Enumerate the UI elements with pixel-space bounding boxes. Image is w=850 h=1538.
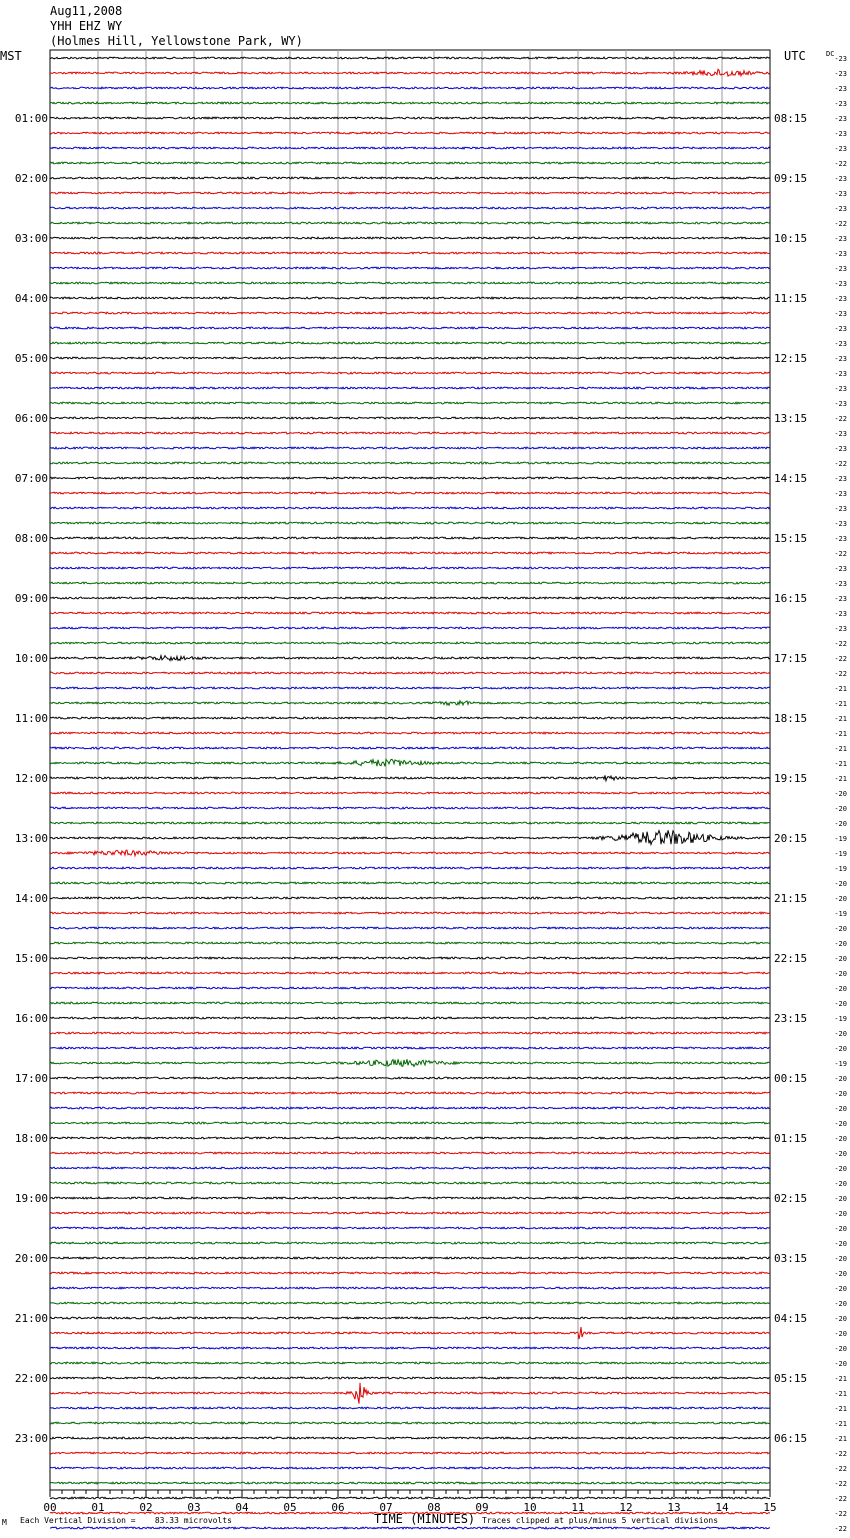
trace-row-26 (50, 447, 770, 449)
dc-offset-label: -20 (834, 880, 847, 888)
left-hour-label: 12:00 (14, 772, 48, 785)
dc-offset-label: -20 (834, 1195, 847, 1203)
trace-row-79 (50, 1242, 770, 1244)
trace-row-72 (50, 1137, 770, 1139)
trace-row-43 (50, 701, 770, 705)
trace-row-96 (50, 1497, 770, 1499)
x-tick-label: 00 (43, 1501, 57, 1514)
trace-row-90 (50, 1407, 770, 1409)
dc-offset-label: -22 (834, 1495, 847, 1503)
trace-row-56 (50, 897, 770, 899)
dc-offset-label: -23 (834, 430, 847, 438)
right-hour-label: 14:15 (774, 472, 808, 485)
trace-row-77 (50, 1212, 770, 1214)
trace-row-16 (50, 297, 770, 299)
x-tick-label: 03 (187, 1501, 201, 1514)
trace-row-74 (50, 1167, 770, 1169)
trace-row-41 (50, 672, 770, 674)
left-hour-label: 15:00 (14, 952, 48, 965)
trace-row-10 (50, 207, 770, 209)
left-hour-label: 04:00 (14, 292, 48, 305)
dc-offset-label: -23 (834, 115, 847, 123)
trace-row-91 (50, 1422, 770, 1424)
dc-offset-label: -20 (834, 1330, 847, 1338)
trace-row-40 (50, 656, 770, 661)
trace-row-81 (50, 1272, 770, 1274)
dc-offset-label: -20 (834, 1000, 847, 1008)
right-hour-label: 09:15 (774, 172, 808, 185)
trace-row-80 (50, 1257, 770, 1259)
dc-offset-label: -22 (834, 415, 847, 423)
trace-row-15 (50, 282, 770, 284)
trace-row-98 (50, 1527, 770, 1529)
dc-offset-label: -20 (834, 1180, 847, 1188)
right-hour-label: 20:15 (774, 832, 808, 845)
dc-offset-label: -20 (834, 925, 847, 933)
trace-row-29 (50, 492, 770, 494)
dc-offset-label: -21 (834, 775, 847, 783)
right-hour-label: 11:15 (774, 292, 808, 305)
trace-row-69 (50, 1092, 770, 1094)
dc-offset-label: -20 (834, 1225, 847, 1233)
trace-row-47 (50, 759, 770, 766)
dc-offset-label: -20 (834, 1105, 847, 1113)
trace-row-68 (50, 1077, 770, 1079)
trace-row-6 (50, 147, 770, 149)
left-hour-label: 09:00 (14, 592, 48, 605)
trace-row-67 (50, 1059, 770, 1066)
trace-row-45 (50, 732, 770, 734)
trace-row-20 (50, 357, 770, 359)
right-hour-label: 04:15 (774, 1312, 808, 1325)
x-tick-label: 14 (715, 1501, 729, 1514)
dc-offset-label: -20 (834, 1300, 847, 1308)
dc-offset-label: -23 (834, 310, 847, 318)
x-tick-label: 05 (283, 1501, 297, 1514)
trace-row-64 (50, 1017, 770, 1019)
right-hour-label: 23:15 (774, 1012, 808, 1025)
dc-offset-label: -22 (834, 1510, 847, 1518)
dc-offset-label: -20 (834, 805, 847, 813)
dc-offset-label: -22 (834, 655, 847, 663)
dc-offset-label: -20 (834, 820, 847, 828)
dc-offset-label: -21 (834, 685, 847, 693)
trace-row-58 (50, 927, 770, 929)
dc-offset-label: -19 (834, 1015, 847, 1023)
x-tick-label: 08 (427, 1501, 441, 1514)
dc-offset-label: -20 (834, 895, 847, 903)
left-hour-label: 18:00 (14, 1132, 48, 1145)
dc-offset-label: -20 (834, 1240, 847, 1248)
location-label: (Holmes Hill, Yellowstone Park, WY) (50, 34, 303, 48)
dc-offset-label: -21 (834, 730, 847, 738)
trace-row-62 (50, 987, 770, 989)
dc-label: DC (826, 50, 835, 58)
trace-row-84 (50, 1317, 770, 1319)
left-hour-label: 20:00 (14, 1252, 48, 1265)
left-hour-label: 21:00 (14, 1312, 48, 1325)
dc-offset-label: -22 (834, 220, 847, 228)
trace-row-87 (50, 1362, 770, 1364)
dc-offset-label: -20 (834, 1135, 847, 1143)
trace-row-76 (50, 1197, 770, 1199)
left-hour-label: 16:00 (14, 1012, 48, 1025)
dc-offset-label: -20 (834, 1165, 847, 1173)
dc-offset-label: -20 (834, 1045, 847, 1053)
trace-row-23 (50, 402, 770, 404)
trace-row-28 (50, 477, 770, 479)
x-axis (43, 1490, 776, 1514)
trace-row-3 (50, 102, 770, 104)
trace-row-55 (50, 882, 770, 884)
trace-row-2 (50, 87, 770, 89)
dc-offset-label: -23 (834, 340, 847, 348)
trace-row-32 (50, 537, 770, 539)
dc-offset-label: -23 (834, 70, 847, 78)
trace-row-25 (50, 432, 770, 434)
left-hour-label: 05:00 (14, 352, 48, 365)
trace-row-57 (50, 912, 770, 914)
dc-offset-label: -21 (834, 700, 847, 708)
trace-row-51 (50, 822, 770, 824)
dc-offset-label: -20 (834, 955, 847, 963)
trace-row-93 (50, 1452, 770, 1454)
dc-offset-label: -22 (834, 1480, 847, 1488)
trace-row-36 (50, 597, 770, 599)
dc-offset-label: -20 (834, 1150, 847, 1158)
right-hour-label: 16:15 (774, 592, 808, 605)
dc-offset-label: -20 (834, 940, 847, 948)
left-hour-label: 22:00 (14, 1372, 48, 1385)
right-timezone-label: UTC (784, 49, 806, 63)
right-hour-label: 00:15 (774, 1072, 808, 1085)
dc-offset-labels (834, 55, 847, 1534)
left-hour-label: 02:00 (14, 172, 48, 185)
trace-row-38 (50, 627, 770, 629)
clip-note: Traces clipped at plus/minus 5 vertical divisions (482, 1516, 719, 1525)
trace-row-63 (50, 1002, 770, 1004)
right-hour-label: 17:15 (774, 652, 808, 665)
trace-row-82 (50, 1287, 770, 1289)
dc-offset-label: -23 (834, 145, 847, 153)
dc-offset-label: -23 (834, 205, 847, 213)
trace-row-83 (50, 1302, 770, 1304)
dc-offset-label: -23 (834, 295, 847, 303)
dc-offset-label: -23 (834, 535, 847, 543)
trace-row-4 (50, 117, 770, 119)
date-label: Aug11,2008 (50, 4, 123, 18)
trace-row-34 (50, 567, 770, 569)
trace-row-94 (50, 1467, 770, 1469)
trace-row-37 (50, 612, 770, 614)
dc-offset-label: -23 (834, 565, 847, 573)
trace-row-5 (50, 132, 770, 134)
dc-offset-label: -23 (834, 595, 847, 603)
dc-offset-label: -19 (834, 835, 847, 843)
left-hour-label: 11:00 (14, 712, 48, 725)
trace-row-24 (50, 417, 770, 419)
trace-row-11 (50, 222, 770, 224)
dc-offset-label: -23 (834, 385, 847, 393)
trace-row-39 (50, 642, 770, 644)
x-tick-label: 06 (331, 1501, 345, 1514)
dc-offset-label: -20 (834, 1345, 847, 1353)
trace-row-48 (50, 775, 770, 780)
trace-row-71 (50, 1122, 770, 1124)
trace-row-65 (50, 1032, 770, 1034)
dc-offset-label: -20 (834, 1210, 847, 1218)
dc-offset-label: -23 (834, 580, 847, 588)
trace-row-61 (50, 972, 770, 974)
trace-row-30 (50, 507, 770, 509)
station-label: YHH EHZ WY (50, 19, 123, 33)
right-hour-label: 13:15 (774, 412, 808, 425)
x-tick-label: 13 (667, 1501, 681, 1514)
trace-row-14 (50, 267, 770, 269)
x-tick-label: 10 (523, 1501, 537, 1514)
dc-offset-label: -22 (834, 1450, 847, 1458)
left-hour-label: 13:00 (14, 832, 48, 845)
left-hour-label: 07:00 (14, 472, 48, 485)
dc-offset-label: -22 (834, 160, 847, 168)
trace-row-73 (50, 1152, 770, 1154)
trace-row-66 (50, 1047, 770, 1049)
dc-offset-label: -23 (834, 355, 847, 363)
trace-row-53 (50, 850, 770, 856)
dc-offset-label: -21 (834, 1405, 847, 1413)
right-hour-label: 22:15 (774, 952, 808, 965)
trace-row-75 (50, 1182, 770, 1184)
left-hour-label: 14:00 (14, 892, 48, 905)
dc-offset-label: -23 (834, 400, 847, 408)
left-hour-labels (15, 112, 48, 1445)
x-tick-label: 09 (475, 1501, 489, 1514)
trace-row-7 (50, 162, 770, 164)
trace-row-52 (50, 830, 770, 844)
trace-row-0 (50, 57, 770, 59)
right-hour-label: 21:15 (774, 892, 808, 905)
dc-offset-label: -23 (834, 490, 847, 498)
trace-row-85 (50, 1327, 770, 1339)
x-tick-label: 12 (619, 1501, 633, 1514)
dc-offset-label: -20 (834, 1255, 847, 1263)
trace-row-33 (50, 552, 770, 554)
dc-offset-label: -19 (834, 865, 847, 873)
trace-row-54 (50, 867, 770, 869)
trace-row-60 (50, 957, 770, 959)
dc-offset-label: -21 (834, 760, 847, 768)
dc-offset-label: -23 (834, 265, 847, 273)
dc-offset-label: -23 (834, 55, 847, 63)
dc-offset-label: -23 (834, 235, 847, 243)
dc-offset-label: -21 (834, 1390, 847, 1398)
trace-row-44 (50, 717, 770, 719)
right-hour-label: 01:15 (774, 1132, 808, 1145)
dc-offset-label: -23 (834, 370, 847, 378)
dc-offset-label: -22 (834, 1465, 847, 1473)
trace-group (50, 57, 770, 1534)
trace-row-27 (50, 462, 770, 464)
x-tick-label: 15 (763, 1501, 777, 1514)
trace-row-50 (50, 807, 770, 809)
trace-row-88 (50, 1377, 770, 1379)
left-hour-label: 06:00 (14, 412, 48, 425)
left-hour-label: 19:00 (14, 1192, 48, 1205)
left-hour-label: 10:00 (14, 652, 48, 665)
dc-offset-label: -20 (834, 1315, 847, 1323)
trace-row-95 (50, 1482, 770, 1484)
x-tick-label: 07 (379, 1501, 393, 1514)
left-hour-label: 23:00 (14, 1432, 48, 1445)
trace-row-92 (50, 1437, 770, 1439)
dc-offset-label: -20 (834, 1120, 847, 1128)
trace-row-13 (50, 252, 770, 254)
dc-offset-label: -23 (834, 280, 847, 288)
right-hour-label: 02:15 (774, 1192, 808, 1205)
left-hour-label: 08:00 (14, 532, 48, 545)
trace-row-46 (50, 747, 770, 749)
trace-row-49 (50, 792, 770, 794)
x-tick-label: 01 (91, 1501, 105, 1514)
trace-row-89 (50, 1383, 770, 1404)
left-hour-label: 01:00 (14, 112, 48, 125)
trace-row-31 (50, 522, 770, 524)
left-hour-label: 03:00 (14, 232, 48, 245)
scale-note: Each Vertical Division = 83.33 microvolts (20, 1516, 232, 1525)
dc-offset-label: -20 (834, 790, 847, 798)
dc-offset-label: -19 (834, 850, 847, 858)
x-tick-label: 11 (571, 1501, 585, 1514)
right-hour-label: 15:15 (774, 532, 808, 545)
right-hour-label: 08:15 (774, 112, 808, 125)
dc-offset-label: -22 (834, 640, 847, 648)
dc-offset-label: -20 (834, 1090, 847, 1098)
dc-offset-label: -23 (834, 175, 847, 183)
dc-offset-label: -20 (834, 1030, 847, 1038)
dc-offset-label: -20 (834, 1270, 847, 1278)
dc-offset-label: -19 (834, 910, 847, 918)
right-hour-label: 10:15 (774, 232, 808, 245)
left-hour-label: 17:00 (14, 1072, 48, 1085)
dc-offset-label: -23 (834, 250, 847, 258)
dc-offset-label: -23 (834, 190, 847, 198)
right-hour-labels (774, 112, 807, 1445)
trace-row-22 (50, 387, 770, 389)
dc-offset-label: -23 (834, 505, 847, 513)
corner-mark: M (2, 1518, 7, 1527)
x-tick-label: 02 (139, 1501, 153, 1514)
dc-offset-label: -23 (834, 520, 847, 528)
dc-offset-label: -20 (834, 970, 847, 978)
dc-offset-label: -22 (834, 670, 847, 678)
dc-offset-label: -23 (834, 100, 847, 108)
trace-row-12 (50, 237, 770, 239)
dc-offset-label: -22 (834, 550, 847, 558)
trace-row-78 (50, 1227, 770, 1229)
trace-row-9 (50, 192, 770, 194)
dc-offset-label: -20 (834, 1075, 847, 1083)
dc-offset-label: -23 (834, 475, 847, 483)
dc-offset-label: -22 (834, 1525, 847, 1533)
trace-row-42 (50, 687, 770, 689)
dc-offset-label: -23 (834, 445, 847, 453)
trace-row-18 (50, 327, 770, 329)
dc-offset-label: -21 (834, 1435, 847, 1443)
dc-offset-label: -21 (834, 1375, 847, 1383)
right-hour-label: 05:15 (774, 1372, 808, 1385)
right-hour-label: 06:15 (774, 1432, 808, 1445)
trace-row-70 (50, 1107, 770, 1109)
dc-offset-label: -22 (834, 460, 847, 468)
dc-offset-label: -20 (834, 985, 847, 993)
dc-offset-label: -21 (834, 715, 847, 723)
x-axis-title: TIME (MINUTES) (374, 1512, 476, 1526)
dc-offset-label: -19 (834, 1060, 847, 1068)
dc-offset-label: -23 (834, 325, 847, 333)
dc-offset-label: -21 (834, 1420, 847, 1428)
dc-offset-label: -23 (834, 85, 847, 93)
right-hour-label: 03:15 (774, 1252, 808, 1265)
right-hour-label: 12:15 (774, 352, 808, 365)
trace-row-35 (50, 582, 770, 584)
dc-offset-label: -23 (834, 130, 847, 138)
trace-row-8 (50, 177, 770, 179)
left-timezone-label: MST (0, 49, 22, 63)
dc-offset-label: -21 (834, 745, 847, 753)
trace-row-21 (50, 372, 770, 374)
trace-row-59 (50, 942, 770, 944)
dc-offset-label: -23 (834, 610, 847, 618)
dc-offset-label: -20 (834, 1285, 847, 1293)
right-hour-label: 19:15 (774, 772, 808, 785)
dc-offset-label: -23 (834, 625, 847, 633)
trace-row-19 (50, 342, 770, 344)
trace-row-17 (50, 312, 770, 314)
dc-offset-label: -20 (834, 1360, 847, 1368)
right-hour-label: 18:15 (774, 712, 808, 725)
trace-row-86 (50, 1347, 770, 1349)
trace-row-1 (50, 69, 770, 76)
x-tick-label: 04 (235, 1501, 249, 1514)
